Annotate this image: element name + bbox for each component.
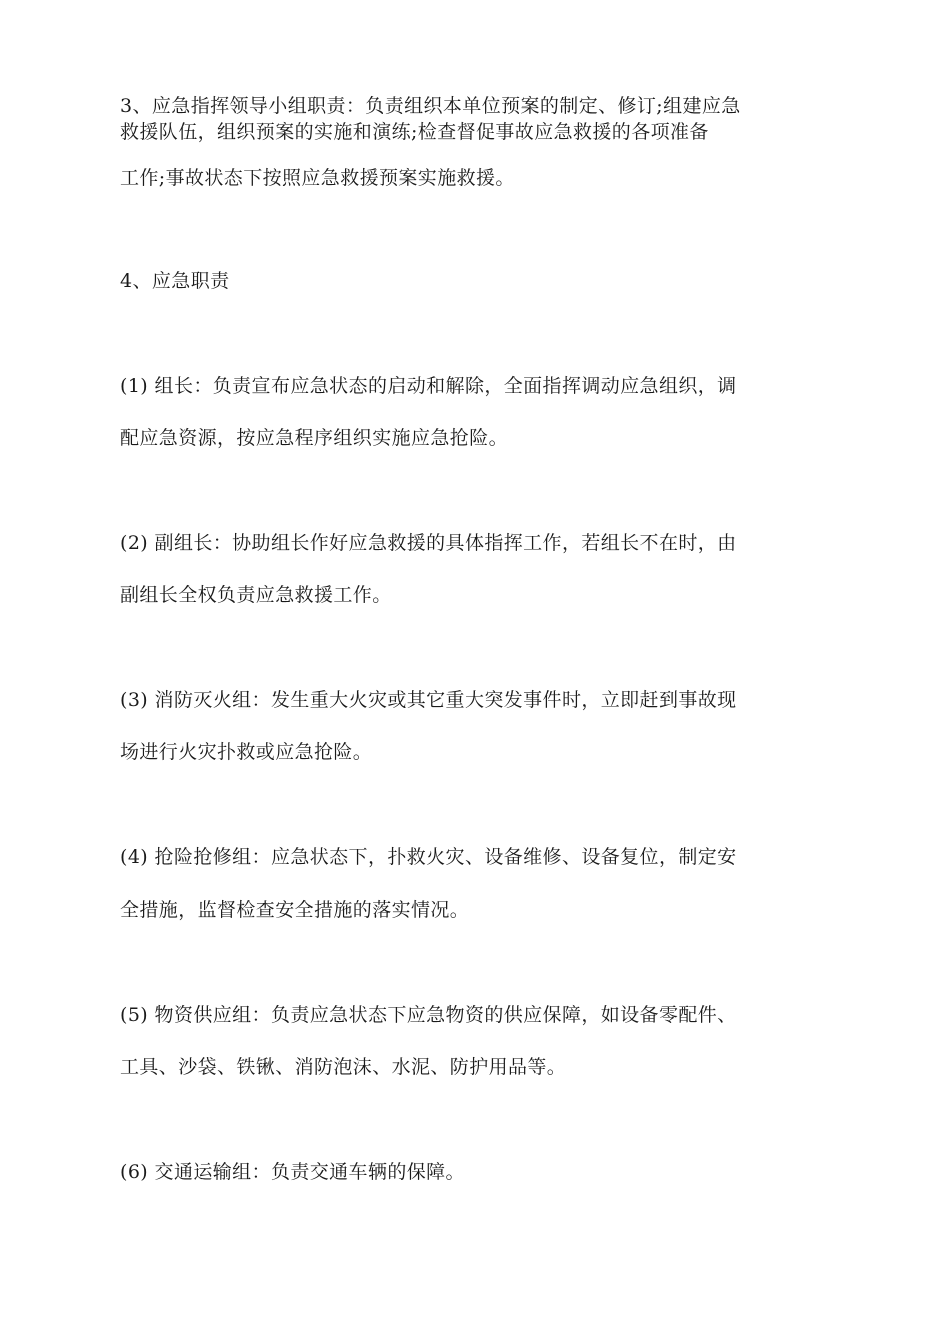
duty-item-leader: 配应急资源，按应急程序组织实施应急抢险。	[120, 427, 509, 449]
duty-item-firefighting: 场进行火灾扑救或应急抢险。	[120, 741, 373, 763]
duty-item-transport: (6) 交通运输组：负责交通车辆的保障。	[120, 1161, 465, 1183]
duty-item-rescue-repair: (4) 抢险抢修组：应急状态下，扑救火灾、设备维修、设备复位，制定安	[120, 846, 737, 868]
duty-item-deputy-leader: (2) 副组长：协助组长作好应急救援的具体指挥工作，若组长不在时，由	[120, 532, 737, 554]
duty-item-deputy-leader: 副组长全权负责应急救援工作。	[120, 584, 392, 606]
duty-item-supply: (5) 物资供应组：负责应急状态下应急物资的供应保障，如设备零配件、	[120, 1004, 737, 1026]
section3-text-line: 3、应急指挥领导小组职责：负责组织本单位预案的制定、修订;组建应急	[120, 95, 741, 117]
duty-item-leader: (1) 组长：负责宣布应急状态的启动和解除，全面指挥调动应急组织，调	[120, 375, 737, 397]
section3-text-line: 工作;事故状态下按照应急救援预案实施救援。	[120, 167, 515, 189]
duty-item-supply: 工具、沙袋、铁锹、消防泡沫、水泥、防护用品等。	[120, 1056, 567, 1078]
section4-heading: 4、应急职责	[120, 270, 230, 292]
section3-text-line: 救援队伍，组织预案的实施和演练;检查督促事故应急救援的各项准备	[120, 121, 709, 143]
duty-item-firefighting: (3) 消防灭火组：发生重大火灾或其它重大突发事件时，立即赶到事故现	[120, 689, 737, 711]
duty-item-rescue-repair: 全措施，监督检查安全措施的落实情况。	[120, 899, 470, 921]
